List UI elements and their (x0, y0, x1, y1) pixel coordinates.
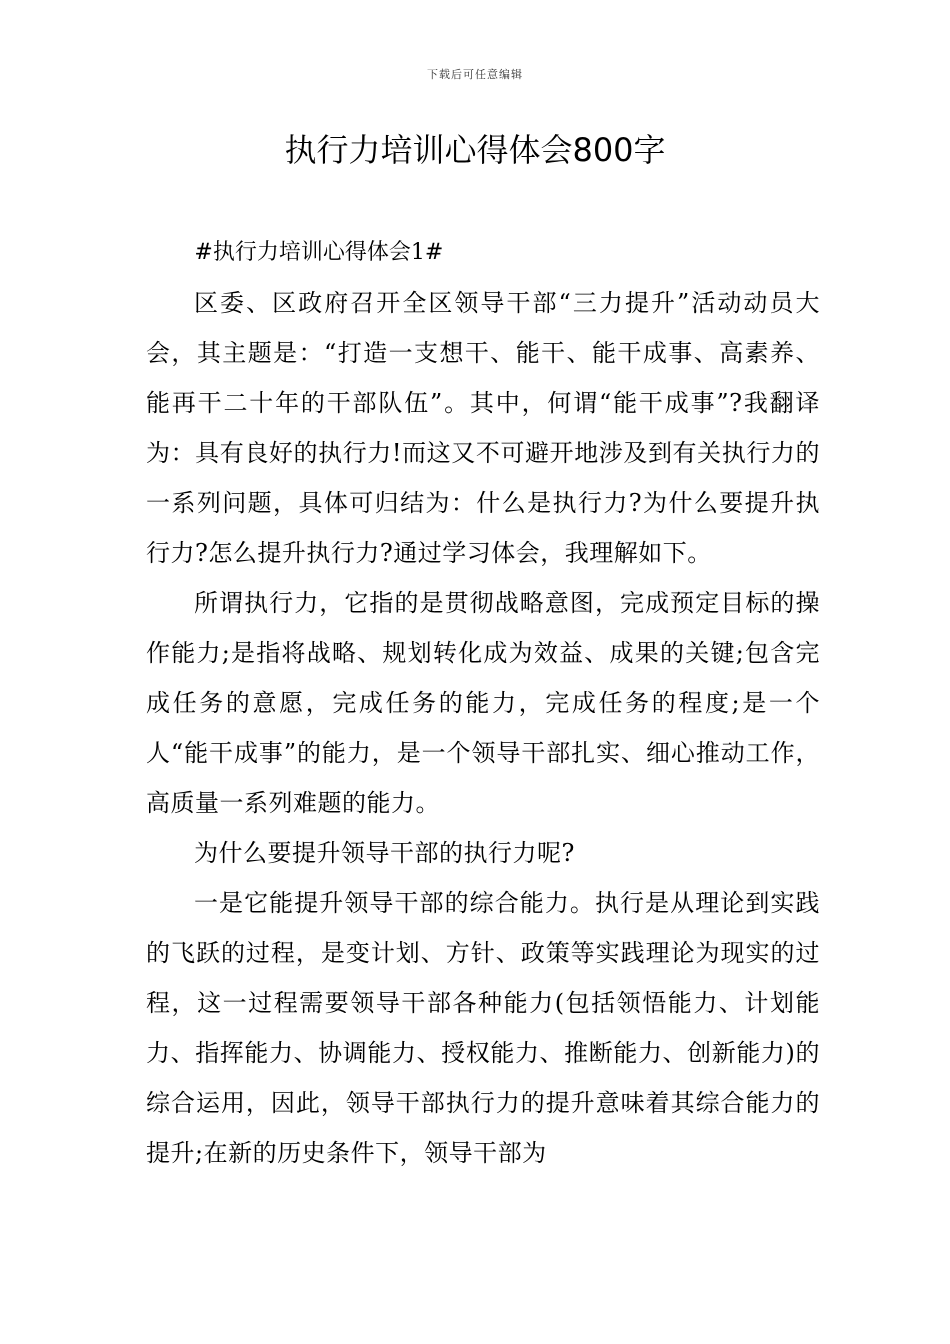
section-heading: #执行力培训心得体会1# (194, 240, 444, 265)
document-body (146, 228, 820, 1178)
paragraph-2: 所谓执行力，它指的是贯彻战略意图，完成预定目标的操作能力;是指将战略、规划转化成为效益、成果的关键;包含完成任务的意愿，完成任务的能力，完成任务的程度;是一个人“能干成事”的能力，是一个领导干部扎实、细心推动工作，高质量一系列难题的能力。 (146, 589, 820, 817)
paragraph-1: 区委、区政府召开全区领导干部“三力提升”活动动员大会，其主题是：“打造一支想干、能干、能干成事、高素养、能再干二十年的干部队伍”。其中，何谓“能干成事”?我翻译为：具有良好的执行力!而这又不可避开地涉及到有关执行力的一系列问题，具体可归结为：什么是执行力?为什么要提升执行力?怎么提升执行力?通过学习体会，我理解如下。 (146, 289, 820, 567)
header-note: 下载后可任意编辑 (427, 68, 523, 81)
document-title: 执行力培训心得体会800字 (284, 131, 666, 169)
paragraph-3: 为什么要提升领导干部的执行力呢? (194, 839, 575, 867)
paragraph-4: 一是它能提升领导干部的综合能力。执行是从理论到实践的飞跃的过程，是变计划、方针、政策等实践理论为现实的过程，这一过程需要领导干部各种能力(包括领悟能力、计划能力、指挥能力、协调能力、授权能力、推断能力、创新能力)的综合运用，因此，领导干部执行力的提升意味着其综合能力的提升;在新的历史条件下，领导干部为 (146, 889, 820, 1167)
